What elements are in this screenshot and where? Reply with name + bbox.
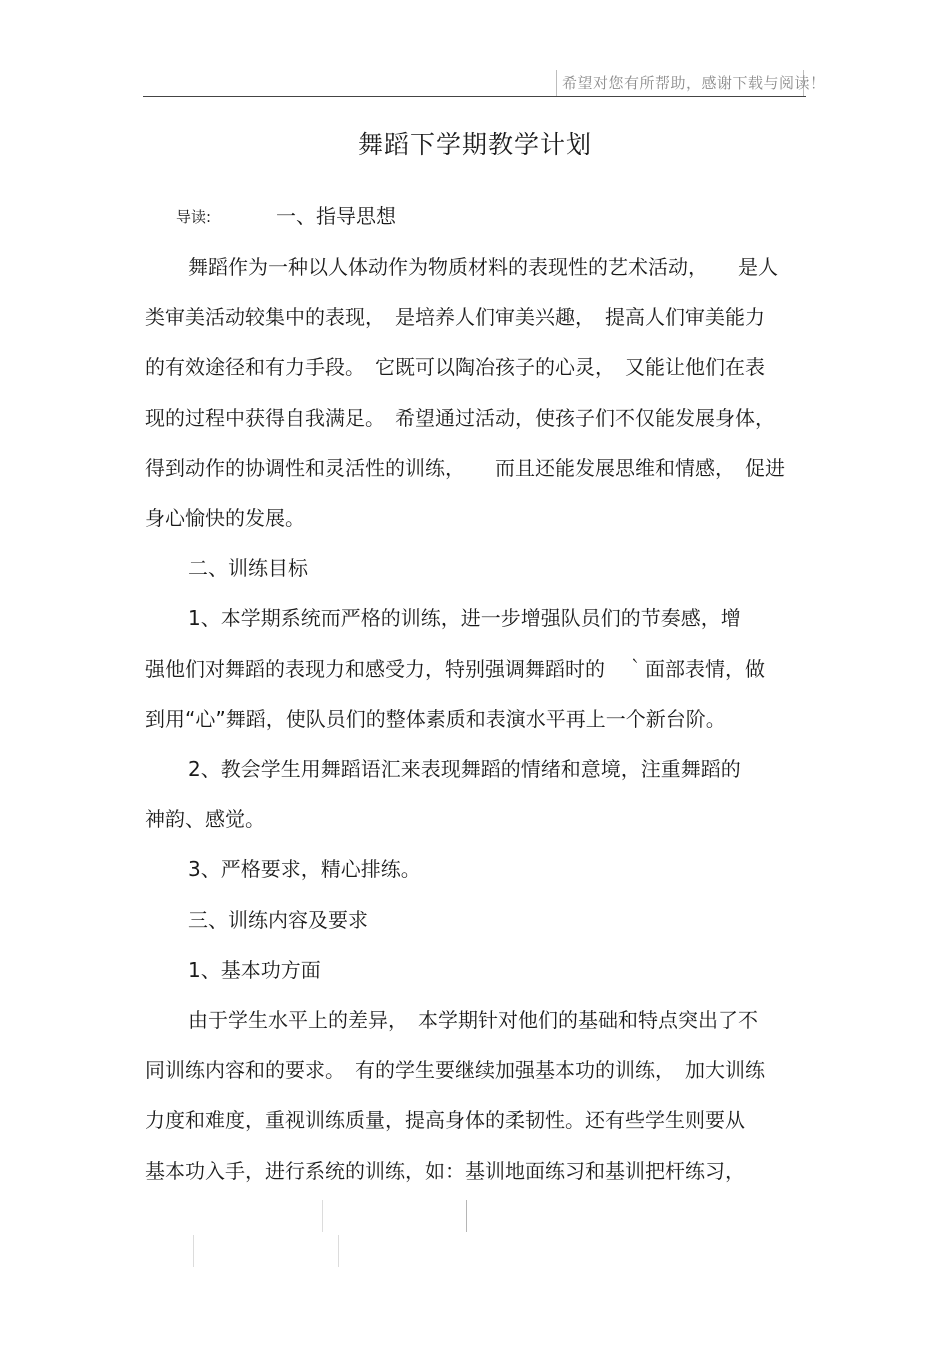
page-fragment-line [322,1200,323,1232]
body-line: 得到动作的协调性和灵活性的训练， 而且还能发展思维和情感， 促进 [145,456,785,480]
body-line: 身心愉快的发展。 [145,506,305,530]
body-line: 由于学生水平上的差异， 本学期针对他们的基础和特点突出了不 [188,1008,758,1032]
document-title: 舞蹈下学期教学计划 [357,130,592,159]
header-rule [143,96,806,97]
body-line: 强他们对舞蹈的表现力和感受力，特别强调舞蹈时的 ｀面部表情，做 [145,657,765,681]
body-line: 三、训练内容及要求 [188,908,368,932]
body-line: 神韵、感觉。 [145,807,265,831]
section-heading: 一、指导思想 [276,204,396,228]
body-line: 同训练内容和的要求。 有的学生要继续加强基本功的训练， 加大训练 [145,1058,765,1082]
body-line: 现的过程中获得自我满足。 希望通过活动，使孩子们不仅能发展身体， [145,406,775,430]
page-fragment-line [193,1235,194,1267]
body-line: 二、训练目标 [188,556,308,580]
body-line: 的有效途径和有力手段。 它既可以陶冶孩子的心灵， 又能让他们在表 [145,355,765,379]
body-line: 类审美活动较集中的表现， 是培养人们审美兴趣， 提高人们审美能力 [145,305,765,329]
header-note: 希望对您有所帮助，感谢下载与阅读！ [562,74,826,92]
body-line: 2、教会学生用舞蹈语汇来表现舞蹈的情绪和意境，注重舞蹈的 [188,757,741,781]
body-line: 1、基本功方面 [188,958,321,982]
guide-label: 导读: [176,208,212,226]
body-line: 基本功入手，进行系统的训练，如：基训地面练习和基训把杆练习， [145,1159,745,1183]
body-line: 力度和难度，重视训练质量，提高身体的柔韧性。还有些学生则要从 [145,1108,745,1132]
body-line: 1、本学期系统而严格的训练，进一步增强队员们的节奏感，增 [188,606,741,630]
body-line: 3、严格要求，精心排练。 [188,857,421,881]
page-fragment-line [466,1200,467,1232]
body-line: 舞蹈作为一种以人体动作为物质材料的表现性的艺术活动， 是人 [188,255,778,279]
body-line: 到用“心”舞蹈，使队员们的整体素质和表演水平再上一个新台阶。 [145,707,726,731]
page-fragment-line [338,1235,339,1267]
